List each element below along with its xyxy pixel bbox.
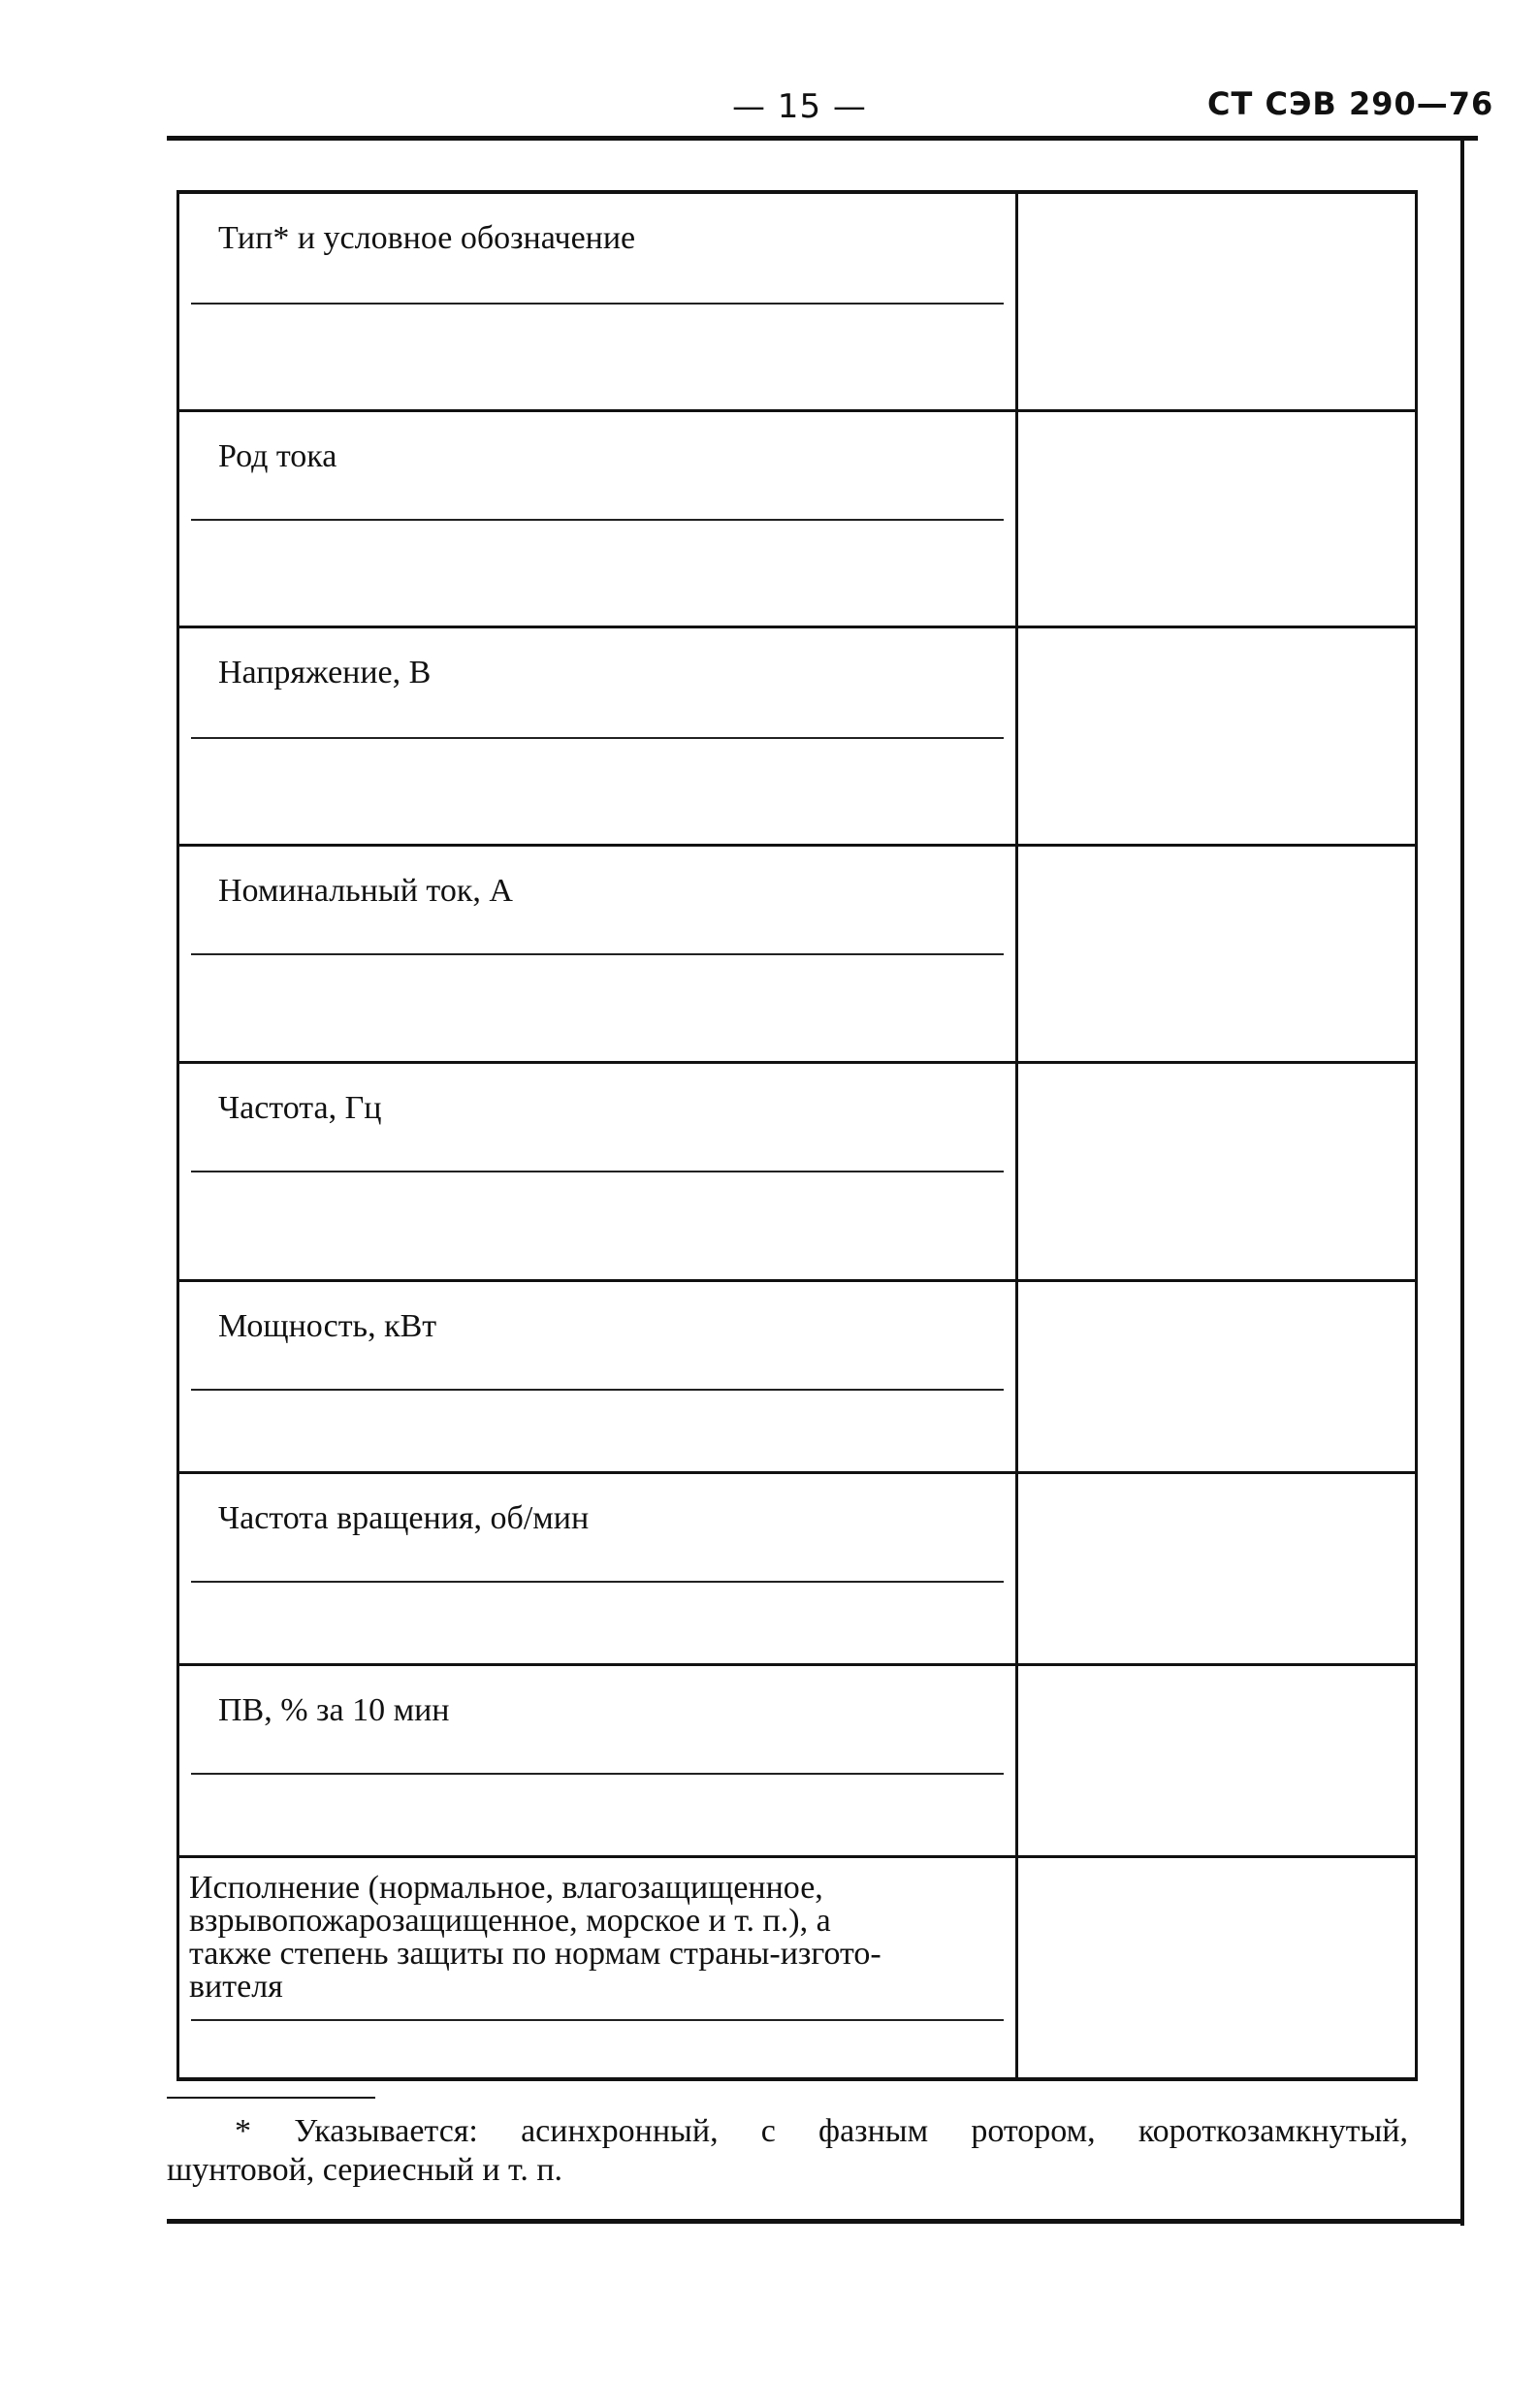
label-underline (191, 737, 1004, 739)
form-row-rated-current (179, 847, 1415, 1061)
form-row-design-version (179, 1858, 1415, 2077)
row-label-duty-cycle: ПВ, % за 10 мин (218, 1692, 450, 1728)
label-underline (191, 1171, 1004, 1172)
value-cell-frequency[interactable] (1015, 1064, 1415, 1279)
row-label-rotation-speed: Частота вращения, об/мин (218, 1500, 590, 1536)
label-cell (179, 1858, 1013, 2077)
form-row-frequency (179, 1064, 1415, 1279)
footnote-rule (167, 2097, 375, 2099)
label-cell (179, 1474, 1013, 1663)
row-label-type: Тип* и условное обозначение (218, 220, 636, 256)
value-cell-power[interactable] (1015, 1282, 1415, 1471)
footnote-line: * Указывается: асинхронный, с фазным ротором, короткозамкнутый, (235, 2113, 1408, 2149)
label-underline (191, 303, 1004, 305)
right-margin-rule (1460, 141, 1464, 2226)
label-cell (179, 1282, 1013, 1471)
label-cell (179, 1666, 1013, 1855)
header-rule (167, 136, 1478, 141)
label-cell (179, 847, 1013, 1061)
value-cell-voltage[interactable] (1015, 628, 1415, 844)
row-label-rated-current: Номинальный ток, А (218, 873, 513, 909)
document-code: СТ СЭВ 290—76 (1207, 85, 1494, 122)
footnote (167, 2112, 1408, 2190)
row-label-line: также степень защиты по нормам страны-изгото- (189, 1936, 881, 1972)
row-label-voltage: Напряжение, В (218, 655, 432, 690)
form-row-current-kind (179, 412, 1415, 626)
value-cell-type[interactable] (1015, 194, 1415, 409)
label-cell (179, 412, 1013, 626)
row-label-line: вителя (189, 1969, 283, 2005)
bottom-rule (167, 2219, 1464, 2224)
page-number: — 15 — (732, 87, 867, 126)
value-cell-design-version[interactable] (1015, 1858, 1415, 2077)
form-row-power (179, 1282, 1415, 1471)
label-cell (179, 194, 1013, 409)
form-row-duty-cycle (179, 1666, 1415, 1855)
row-label-line: взрывопожарозащищенное, морское и т. п.), а (189, 1903, 831, 1939)
row-label-frequency: Частота, Гц (218, 1090, 382, 1126)
form-row-voltage (179, 628, 1415, 844)
value-cell-rotation-speed[interactable] (1015, 1474, 1415, 1663)
footnote-line: шунтовой, сериесный и т. п. (167, 2152, 563, 2188)
value-cell-current-kind[interactable] (1015, 412, 1415, 626)
label-cell (179, 628, 1013, 844)
row-label-power: Мощность, кВт (218, 1308, 437, 1344)
label-underline (191, 1581, 1004, 1583)
form-row-rotation-speed (179, 1474, 1415, 1663)
row-label-design-version (189, 1872, 1004, 2004)
label-underline (191, 2019, 1004, 2021)
row-label-current-kind: Род тока (218, 438, 337, 474)
label-underline (191, 519, 1004, 521)
label-underline (191, 1773, 1004, 1775)
value-cell-duty-cycle[interactable] (1015, 1666, 1415, 1855)
label-underline (191, 953, 1004, 955)
value-cell-rated-current[interactable] (1015, 847, 1415, 1061)
form-row-type (179, 194, 1415, 409)
label-underline (191, 1389, 1004, 1391)
label-cell (179, 1064, 1013, 1279)
specification-form-table (176, 190, 1418, 2081)
row-label-line: Исполнение (нормальное, влагозащищенное, (189, 1870, 823, 1906)
